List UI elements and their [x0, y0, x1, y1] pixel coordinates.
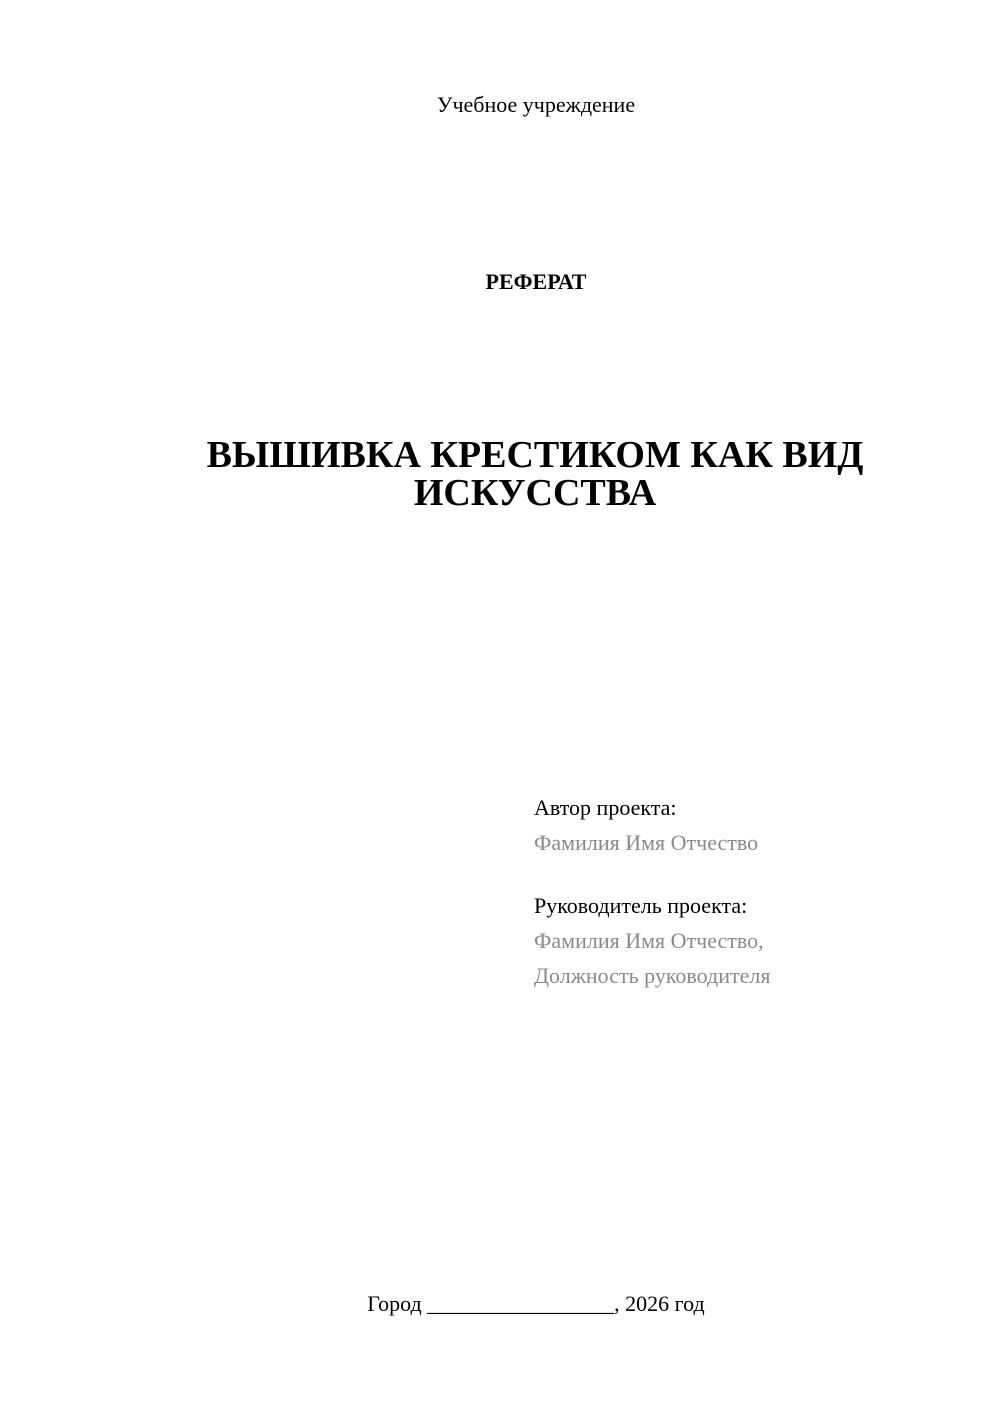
- document-type: РЕФЕРАТ: [485, 269, 587, 294]
- document-title: [170, 436, 900, 512]
- supervisor-name: Фамилия Имя Отчество,: [534, 928, 764, 953]
- title-line-1: ВЫШИВКА КРЕСТИКОМ КАК ВИД: [206, 434, 864, 476]
- supervisor-label: Руководитель проекта:: [534, 893, 748, 918]
- city-year-line: [0, 1290, 1000, 1318]
- year-text: , 2026 год: [614, 1291, 705, 1316]
- project-info: [534, 790, 974, 993]
- supervisor-position: Должность руководителя: [534, 963, 771, 988]
- author-name: Фамилия Имя Отчество: [534, 830, 759, 855]
- author-label: Автор проекта:: [534, 795, 677, 820]
- institution-name: Учебное учреждение: [436, 92, 636, 117]
- city-blank: _________________: [427, 1291, 615, 1316]
- spacer: [534, 860, 974, 888]
- city-label: Город: [367, 1291, 422, 1316]
- title-line-2: ИСКУССТВА: [413, 472, 657, 514]
